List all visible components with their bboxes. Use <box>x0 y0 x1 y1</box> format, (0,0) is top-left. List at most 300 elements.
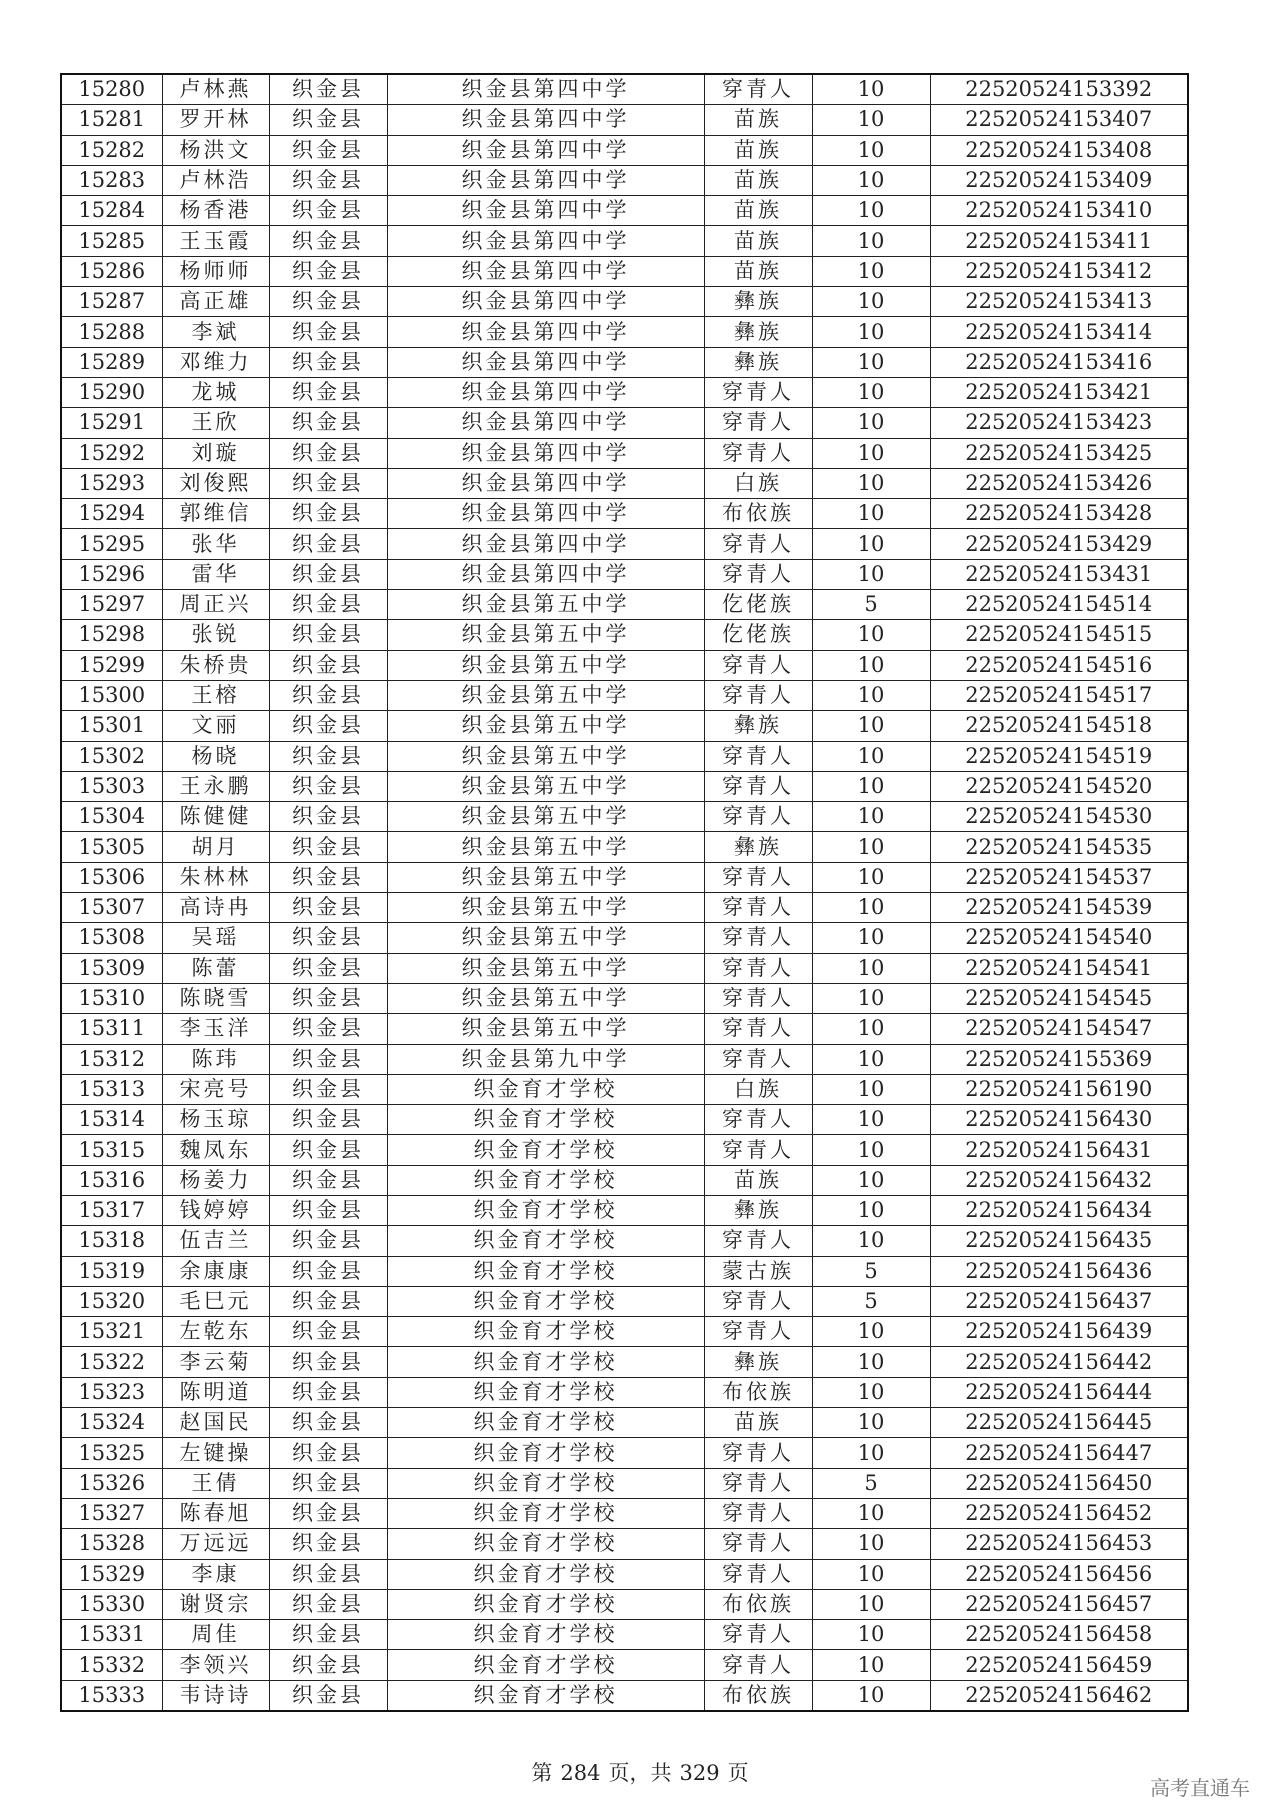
table-row <box>61 559 1188 589</box>
school-cell: 织金育才学校 <box>387 1408 704 1438</box>
exam-id-cell: 22520524154519 <box>930 741 1188 771</box>
ethnicity-cell: 穿青人 <box>704 438 812 468</box>
county-cell: 织金县 <box>269 1044 387 1074</box>
exam-id-cell: 22520524154539 <box>930 893 1188 923</box>
student-name-cell: 邓维力 <box>162 347 269 377</box>
county-cell: 织金县 <box>269 499 387 529</box>
student-name-cell: 文丽 <box>162 711 269 741</box>
bonus-points-cell: 10 <box>812 165 930 195</box>
serial-number-cell: 15290 <box>61 377 162 407</box>
serial-number-cell: 15294 <box>61 499 162 529</box>
exam-id-cell: 22520524153414 <box>930 317 1188 347</box>
student-name-cell: 杨洪文 <box>162 135 269 165</box>
student-name-cell: 韦诗诗 <box>162 1680 269 1711</box>
bonus-points-cell: 10 <box>812 1408 930 1438</box>
school-cell: 织金县第五中学 <box>387 802 704 832</box>
serial-number-cell: 15329 <box>61 1559 162 1589</box>
table-row <box>61 862 1188 892</box>
county-cell: 织金县 <box>269 1408 387 1438</box>
bonus-points-cell: 10 <box>812 1226 930 1256</box>
ethnicity-cell: 彝族 <box>704 287 812 317</box>
table-row <box>61 711 1188 741</box>
exam-id-cell: 22520524154545 <box>930 983 1188 1013</box>
exam-id-cell: 22520524156437 <box>930 1286 1188 1316</box>
county-cell: 织金县 <box>269 256 387 286</box>
student-name-cell: 王永鹏 <box>162 771 269 801</box>
ethnicity-cell: 苗族 <box>704 196 812 226</box>
ethnicity-cell: 穿青人 <box>704 953 812 983</box>
ethnicity-cell: 穿青人 <box>704 1529 812 1559</box>
bonus-points-cell: 10 <box>812 347 930 377</box>
ethnicity-cell: 布依族 <box>704 499 812 529</box>
school-cell: 织金育才学校 <box>387 1650 704 1680</box>
county-cell: 织金县 <box>269 1105 387 1135</box>
exam-id-cell: 22520524154517 <box>930 680 1188 710</box>
bonus-points-cell: 10 <box>812 862 930 892</box>
bonus-points-cell: 10 <box>812 983 930 1013</box>
school-cell: 织金育才学校 <box>387 1589 704 1619</box>
county-cell: 织金县 <box>269 1317 387 1347</box>
bonus-points-cell: 10 <box>812 408 930 438</box>
serial-number-cell: 15309 <box>61 953 162 983</box>
serial-number-cell: 15284 <box>61 196 162 226</box>
county-cell: 织金县 <box>269 347 387 377</box>
exam-id-cell: 22520524156459 <box>930 1650 1188 1680</box>
county-cell: 织金县 <box>269 590 387 620</box>
table-row <box>61 1226 1188 1256</box>
student-name-cell: 胡月 <box>162 832 269 862</box>
table-row <box>61 1650 1188 1680</box>
table-row <box>61 1680 1188 1711</box>
table-row <box>61 923 1188 953</box>
county-cell: 织金县 <box>269 1650 387 1680</box>
serial-number-cell: 15323 <box>61 1377 162 1407</box>
school-cell: 织金育才学校 <box>387 1286 704 1316</box>
serial-number-cell: 15319 <box>61 1256 162 1286</box>
ethnicity-cell: 白族 <box>704 468 812 498</box>
serial-number-cell: 15314 <box>61 1105 162 1135</box>
county-cell: 织金县 <box>269 1680 387 1711</box>
county-cell: 织金县 <box>269 408 387 438</box>
bonus-points-cell: 10 <box>812 1438 930 1468</box>
county-cell: 织金县 <box>269 1226 387 1256</box>
county-cell: 织金县 <box>269 862 387 892</box>
ethnicity-cell: 布依族 <box>704 1589 812 1619</box>
exam-id-cell: 22520524156444 <box>930 1377 1188 1407</box>
exam-id-cell: 22520524156452 <box>930 1498 1188 1528</box>
bonus-points-cell: 10 <box>812 1074 930 1104</box>
school-cell: 织金育才学校 <box>387 1438 704 1468</box>
serial-number-cell: 15295 <box>61 529 162 559</box>
county-cell: 织金县 <box>269 680 387 710</box>
exam-id-cell: 22520524153429 <box>930 529 1188 559</box>
serial-number-cell: 15307 <box>61 893 162 923</box>
ethnicity-cell: 苗族 <box>704 105 812 135</box>
ethnicity-cell: 穿青人 <box>704 1650 812 1680</box>
student-name-cell: 王倩 <box>162 1468 269 1498</box>
table-row <box>61 105 1188 135</box>
bonus-points-cell: 10 <box>812 135 930 165</box>
exam-id-cell: 22520524156434 <box>930 1195 1188 1225</box>
serial-number-cell: 15316 <box>61 1165 162 1195</box>
serial-number-cell: 15308 <box>61 923 162 953</box>
student-name-cell: 毛巳元 <box>162 1286 269 1316</box>
page-footer <box>0 1757 1280 1787</box>
serial-number-cell: 15303 <box>61 771 162 801</box>
exam-id-cell: 22520524153411 <box>930 226 1188 256</box>
bonus-points-cell: 10 <box>812 317 930 347</box>
county-cell: 织金县 <box>269 74 387 105</box>
student-name-cell: 周佳 <box>162 1620 269 1650</box>
county-cell: 织金县 <box>269 923 387 953</box>
serial-number-cell: 15282 <box>61 135 162 165</box>
county-cell: 织金县 <box>269 317 387 347</box>
school-cell: 织金县第四中学 <box>387 347 704 377</box>
ethnicity-cell: 苗族 <box>704 226 812 256</box>
exam-id-cell: 22520524153409 <box>930 165 1188 195</box>
county-cell: 织金县 <box>269 559 387 589</box>
serial-number-cell: 15333 <box>61 1680 162 1711</box>
school-cell: 织金县第四中学 <box>387 256 704 286</box>
bonus-points-cell: 10 <box>812 1135 930 1165</box>
table-row <box>61 1044 1188 1074</box>
footer-mid: 页，共 <box>608 1761 672 1785</box>
ethnicity-cell: 彝族 <box>704 347 812 377</box>
table-row <box>61 74 1188 105</box>
exam-id-cell: 22520524156439 <box>930 1317 1188 1347</box>
ethnicity-cell: 穿青人 <box>704 771 812 801</box>
roster-body <box>61 74 1188 1711</box>
exam-id-cell: 22520524154516 <box>930 650 1188 680</box>
ethnicity-cell: 蒙古族 <box>704 1256 812 1286</box>
table-row <box>61 347 1188 377</box>
ethnicity-cell: 穿青人 <box>704 650 812 680</box>
county-cell: 织金县 <box>269 1589 387 1619</box>
bonus-points-cell: 5 <box>812 1286 930 1316</box>
exam-id-cell: 22520524153425 <box>930 438 1188 468</box>
county-cell: 织金县 <box>269 1286 387 1316</box>
bonus-points-cell: 10 <box>812 1650 930 1680</box>
table-row <box>61 377 1188 407</box>
school-cell: 织金育才学校 <box>387 1165 704 1195</box>
ethnicity-cell: 布依族 <box>704 1377 812 1407</box>
serial-number-cell: 15313 <box>61 1074 162 1104</box>
table-row <box>61 590 1188 620</box>
serial-number-cell: 15322 <box>61 1347 162 1377</box>
bonus-points-cell: 10 <box>812 1589 930 1619</box>
table-row <box>61 1165 1188 1195</box>
school-cell: 织金县第四中学 <box>387 287 704 317</box>
table-row <box>61 1135 1188 1165</box>
ethnicity-cell: 穿青人 <box>704 741 812 771</box>
county-cell: 织金县 <box>269 105 387 135</box>
table-row <box>61 1468 1188 1498</box>
bonus-points-cell: 10 <box>812 1559 930 1589</box>
ethnicity-cell: 穿青人 <box>704 377 812 407</box>
student-name-cell: 张锐 <box>162 620 269 650</box>
table-row <box>61 135 1188 165</box>
table-row <box>61 1014 1188 1044</box>
school-cell: 织金县第四中学 <box>387 165 704 195</box>
exam-id-cell: 22520524156462 <box>930 1680 1188 1711</box>
ethnicity-cell: 穿青人 <box>704 74 812 105</box>
serial-number-cell: 15330 <box>61 1589 162 1619</box>
serial-number-cell: 15311 <box>61 1014 162 1044</box>
exam-id-cell: 22520524156436 <box>930 1256 1188 1286</box>
school-cell: 织金育才学校 <box>387 1680 704 1711</box>
bonus-points-cell: 10 <box>812 1317 930 1347</box>
bonus-points-cell: 10 <box>812 953 930 983</box>
serial-number-cell: 15324 <box>61 1408 162 1438</box>
student-name-cell: 左键操 <box>162 1438 269 1468</box>
student-name-cell: 杨玉琼 <box>162 1105 269 1135</box>
county-cell: 织金县 <box>269 377 387 407</box>
student-name-cell: 卢林浩 <box>162 165 269 195</box>
ethnicity-cell: 苗族 <box>704 256 812 286</box>
school-cell: 织金育才学校 <box>387 1226 704 1256</box>
bonus-points-cell: 10 <box>812 650 930 680</box>
serial-number-cell: 15283 <box>61 165 162 195</box>
school-cell: 织金育才学校 <box>387 1347 704 1377</box>
student-name-cell: 王欣 <box>162 408 269 438</box>
ethnicity-cell: 穿青人 <box>704 529 812 559</box>
ethnicity-cell: 穿青人 <box>704 1468 812 1498</box>
bonus-points-cell: 10 <box>812 1347 930 1377</box>
exam-id-cell: 22520524153428 <box>930 499 1188 529</box>
table-row <box>61 832 1188 862</box>
county-cell: 织金县 <box>269 165 387 195</box>
student-name-cell: 杨姜力 <box>162 1165 269 1195</box>
bonus-points-cell: 10 <box>812 923 930 953</box>
exam-id-cell: 22520524156431 <box>930 1135 1188 1165</box>
exam-id-cell: 22520524153431 <box>930 559 1188 589</box>
school-cell: 织金县第五中学 <box>387 983 704 1013</box>
school-cell: 织金育才学校 <box>387 1620 704 1650</box>
serial-number-cell: 15300 <box>61 680 162 710</box>
ethnicity-cell: 布依族 <box>704 1680 812 1711</box>
table-row <box>61 317 1188 347</box>
ethnicity-cell: 苗族 <box>704 165 812 195</box>
ethnicity-cell: 穿青人 <box>704 802 812 832</box>
ethnicity-cell: 白族 <box>704 1074 812 1104</box>
exam-id-cell: 22520524154537 <box>930 862 1188 892</box>
bonus-points-cell: 10 <box>812 741 930 771</box>
exam-id-cell: 22520524153407 <box>930 105 1188 135</box>
county-cell: 织金县 <box>269 1165 387 1195</box>
serial-number-cell: 15299 <box>61 650 162 680</box>
footer-prefix: 第 <box>531 1761 553 1785</box>
serial-number-cell: 15292 <box>61 438 162 468</box>
county-cell: 织金县 <box>269 287 387 317</box>
county-cell: 织金县 <box>269 1377 387 1407</box>
serial-number-cell: 15321 <box>61 1317 162 1347</box>
student-name-cell: 刘俊熙 <box>162 468 269 498</box>
student-name-cell: 余康康 <box>162 1256 269 1286</box>
table-row <box>61 1347 1188 1377</box>
school-cell: 织金县第五中学 <box>387 862 704 892</box>
student-name-cell: 朱林林 <box>162 862 269 892</box>
school-cell: 织金县第五中学 <box>387 923 704 953</box>
ethnicity-cell: 穿青人 <box>704 559 812 589</box>
bonus-points-cell: 5 <box>812 1256 930 1286</box>
serial-number-cell: 15320 <box>61 1286 162 1316</box>
student-name-cell: 魏凤东 <box>162 1135 269 1165</box>
student-name-cell: 朱桥贵 <box>162 650 269 680</box>
county-cell: 织金县 <box>269 832 387 862</box>
ethnicity-cell: 穿青人 <box>704 1620 812 1650</box>
bonus-points-cell: 10 <box>812 1680 930 1711</box>
bonus-points-cell: 10 <box>812 711 930 741</box>
school-cell: 织金县第九中学 <box>387 1044 704 1074</box>
student-name-cell: 王榕 <box>162 680 269 710</box>
table-row <box>61 1377 1188 1407</box>
table-row <box>61 1498 1188 1528</box>
student-name-cell: 陈蕾 <box>162 953 269 983</box>
student-name-cell: 伍吉兰 <box>162 1226 269 1256</box>
student-name-cell: 李云菊 <box>162 1347 269 1377</box>
table-row <box>61 680 1188 710</box>
table-row <box>61 1438 1188 1468</box>
county-cell: 织金县 <box>269 893 387 923</box>
bonus-points-cell: 10 <box>812 680 930 710</box>
school-cell: 织金县第四中学 <box>387 105 704 135</box>
exam-id-cell: 22520524156458 <box>930 1620 1188 1650</box>
student-name-cell: 陈春旭 <box>162 1498 269 1528</box>
ethnicity-cell: 穿青人 <box>704 680 812 710</box>
school-cell: 织金县第五中学 <box>387 741 704 771</box>
serial-number-cell: 15296 <box>61 559 162 589</box>
serial-number-cell: 15289 <box>61 347 162 377</box>
ethnicity-cell: 穿青人 <box>704 1498 812 1528</box>
bonus-points-cell: 10 <box>812 105 930 135</box>
school-cell: 织金育才学校 <box>387 1317 704 1347</box>
serial-number-cell: 15281 <box>61 105 162 135</box>
table-row <box>61 1620 1188 1650</box>
exam-id-cell: 22520524154515 <box>930 620 1188 650</box>
student-name-cell: 赵国民 <box>162 1408 269 1438</box>
school-cell: 织金县第四中学 <box>387 377 704 407</box>
exam-id-cell: 22520524156450 <box>930 1468 1188 1498</box>
exam-id-cell: 22520524153412 <box>930 256 1188 286</box>
student-name-cell: 陈晓雪 <box>162 983 269 1013</box>
student-name-cell: 高诗冉 <box>162 893 269 923</box>
county-cell: 织金县 <box>269 620 387 650</box>
bonus-points-cell: 10 <box>812 74 930 105</box>
student-name-cell: 杨晓 <box>162 741 269 771</box>
ethnicity-cell: 穿青人 <box>704 1044 812 1074</box>
exam-id-cell: 22520524154518 <box>930 711 1188 741</box>
ethnicity-cell: 穿青人 <box>704 1135 812 1165</box>
school-cell: 织金县第五中学 <box>387 620 704 650</box>
exam-id-cell: 22520524156447 <box>930 1438 1188 1468</box>
bonus-points-cell: 10 <box>812 893 930 923</box>
student-name-cell: 高正雄 <box>162 287 269 317</box>
ethnicity-cell: 彝族 <box>704 1195 812 1225</box>
school-cell: 织金县第四中学 <box>387 135 704 165</box>
student-name-cell: 杨香港 <box>162 196 269 226</box>
serial-number-cell: 15280 <box>61 74 162 105</box>
table-row <box>61 953 1188 983</box>
ethnicity-cell: 穿青人 <box>704 408 812 438</box>
exam-id-cell: 22520524156190 <box>930 1074 1188 1104</box>
student-name-cell: 张华 <box>162 529 269 559</box>
current-page-number: 284 <box>560 1761 601 1785</box>
county-cell: 织金县 <box>269 1438 387 1468</box>
school-cell: 织金县第四中学 <box>387 438 704 468</box>
county-cell: 织金县 <box>269 226 387 256</box>
student-name-cell: 陈玮 <box>162 1044 269 1074</box>
ethnicity-cell: 彝族 <box>704 832 812 862</box>
ethnicity-cell: 苗族 <box>704 135 812 165</box>
bonus-points-cell: 10 <box>812 438 930 468</box>
county-cell: 织金县 <box>269 196 387 226</box>
table-row <box>61 226 1188 256</box>
school-cell: 织金育才学校 <box>387 1135 704 1165</box>
ethnicity-cell: 穿青人 <box>704 1014 812 1044</box>
table-row <box>61 650 1188 680</box>
county-cell: 织金县 <box>269 953 387 983</box>
serial-number-cell: 15310 <box>61 983 162 1013</box>
serial-number-cell: 15327 <box>61 1498 162 1528</box>
ethnicity-cell: 穿青人 <box>704 862 812 892</box>
table-row <box>61 983 1188 1013</box>
ethnicity-cell: 苗族 <box>704 1165 812 1195</box>
table-row <box>61 771 1188 801</box>
table-row <box>61 802 1188 832</box>
bonus-points-cell: 10 <box>812 287 930 317</box>
bonus-points-cell: 10 <box>812 1498 930 1528</box>
bonus-points-cell: 10 <box>812 1620 930 1650</box>
exam-id-cell: 22520524156456 <box>930 1559 1188 1589</box>
exam-id-cell: 22520524153416 <box>930 347 1188 377</box>
county-cell: 织金县 <box>269 468 387 498</box>
serial-number-cell: 15293 <box>61 468 162 498</box>
serial-number-cell: 15285 <box>61 226 162 256</box>
student-name-cell: 王玉霞 <box>162 226 269 256</box>
serial-number-cell: 15298 <box>61 620 162 650</box>
school-cell: 织金县第四中学 <box>387 317 704 347</box>
county-cell: 织金县 <box>269 529 387 559</box>
exam-id-cell: 22520524156430 <box>930 1105 1188 1135</box>
table-row <box>61 893 1188 923</box>
bonus-points-cell: 10 <box>812 1195 930 1225</box>
school-cell: 织金县第四中学 <box>387 559 704 589</box>
bonus-points-cell: 10 <box>812 468 930 498</box>
school-cell: 织金县第五中学 <box>387 832 704 862</box>
student-name-cell: 左乾东 <box>162 1317 269 1347</box>
county-cell: 织金县 <box>269 1195 387 1225</box>
ethnicity-cell: 彝族 <box>704 317 812 347</box>
student-name-cell: 郭维信 <box>162 499 269 529</box>
county-cell: 织金县 <box>269 1347 387 1377</box>
county-cell: 织金县 <box>269 711 387 741</box>
exam-id-cell: 22520524153413 <box>930 287 1188 317</box>
table-row <box>61 499 1188 529</box>
ethnicity-cell: 苗族 <box>704 1408 812 1438</box>
ethnicity-cell: 仡佬族 <box>704 590 812 620</box>
ethnicity-cell: 穿青人 <box>704 1559 812 1589</box>
county-cell: 织金县 <box>269 1620 387 1650</box>
student-name-cell: 罗开林 <box>162 105 269 135</box>
school-cell: 织金育才学校 <box>387 1195 704 1225</box>
ethnicity-cell: 穿青人 <box>704 1317 812 1347</box>
county-cell: 织金县 <box>269 135 387 165</box>
bonus-points-cell: 10 <box>812 832 930 862</box>
serial-number-cell: 15326 <box>61 1468 162 1498</box>
school-cell: 织金育才学校 <box>387 1468 704 1498</box>
ethnicity-cell: 穿青人 <box>704 1438 812 1468</box>
ethnicity-cell: 穿青人 <box>704 893 812 923</box>
